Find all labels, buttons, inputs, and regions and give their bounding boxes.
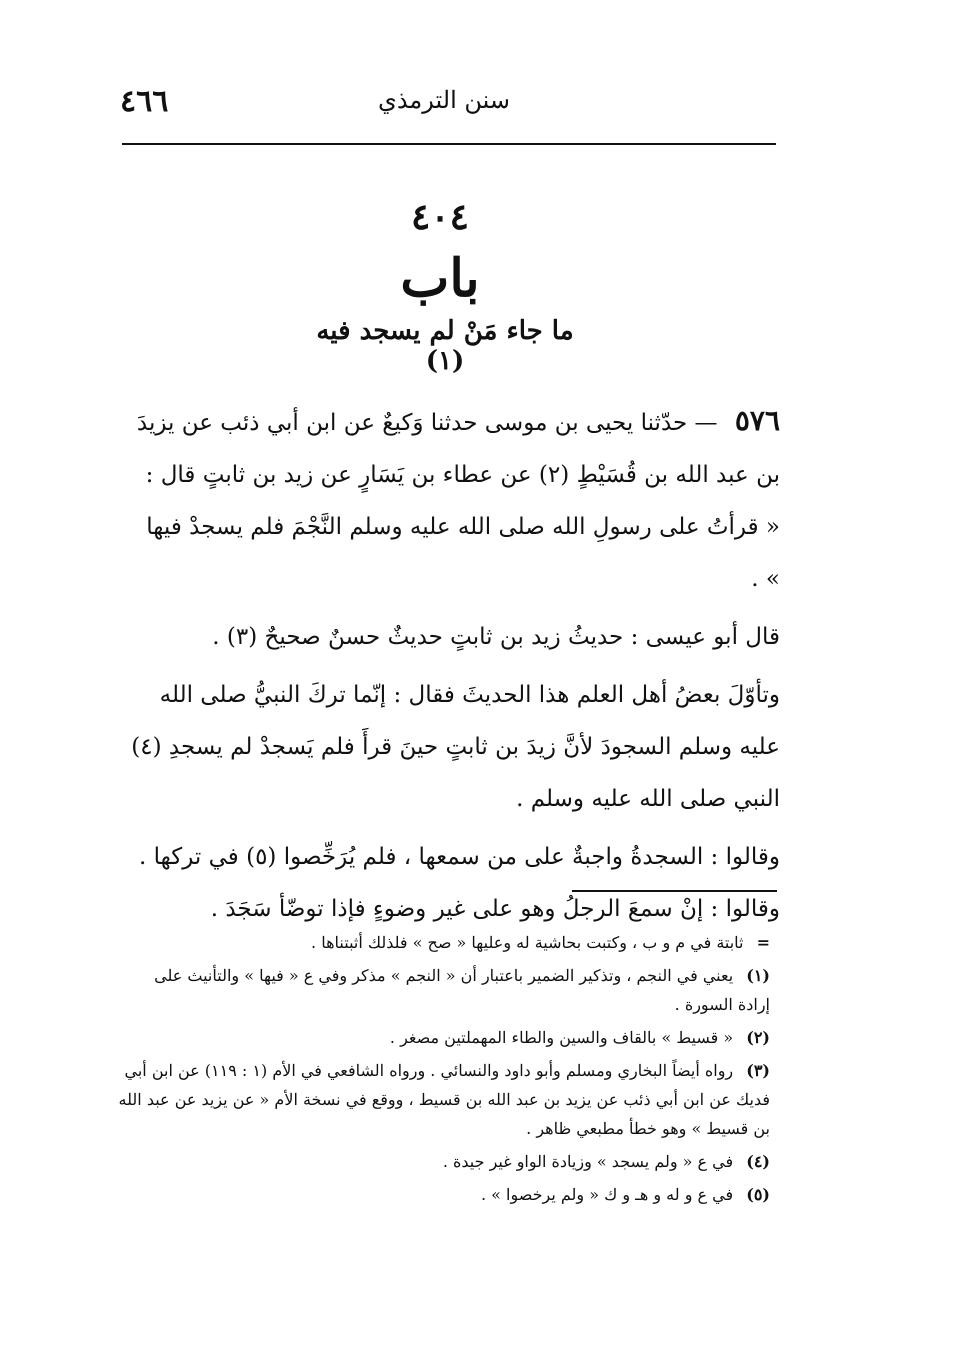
footnote-1 — [118, 961, 770, 1019]
footnote-4 — [118, 1147, 770, 1176]
footnote-5 — [118, 1180, 770, 1209]
hadith-paragraph — [125, 395, 780, 605]
footnote-continuation — [118, 928, 770, 957]
grading-paragraph: قال أبو عيسى : حديثُ زيد بن ثابتٍ حديثٌ حسنٌ صحيحٌ (٣) . — [212, 624, 780, 650]
footnote-text: « قسيط » بالقاف والسين والطاء المهملتين مصغر . — [389, 1028, 734, 1047]
main-text — [125, 395, 780, 935]
footnote-3 — [118, 1056, 770, 1143]
footnote-text: رواه أيضاً البخاري ومسلم وأبو داود والنسائي . ورواه الشافعي في الأم (١ : ١١٩) عن ابن أبي فديك عن ابن أبي ذئب عن يزيد بن عبد الله بن قسيط ، ووقع في نسخة الأم « عن يزيد عن عبد الله بن قسيط » وهو خطأ مطبعي ظاهر . — [118, 1061, 770, 1138]
hadith-number: ٥٧٦ — [734, 404, 780, 437]
footnote-number: (٤) — [746, 1152, 770, 1171]
chapter-heading: باب — [400, 248, 480, 309]
running-title: سنن الترمذي — [378, 86, 510, 114]
footnote-2 — [118, 1023, 770, 1052]
footnote-rule — [572, 890, 777, 892]
footnote-text: في ع « ولم يسجد » وزيادة الواو غير جيدة . — [442, 1152, 734, 1171]
footnote-text: يعني في النجم ، وتذكير الضمير باعتبار أن « النجم » مذكر وفي ع « فيها » والتأنيث على إرادة السورة . — [154, 966, 770, 1014]
chapter-number: ٤٠٤ — [410, 196, 469, 238]
header-rule — [122, 143, 776, 145]
page-number: ٤٦٦ — [120, 84, 169, 119]
footnote-number: (١) — [746, 966, 770, 985]
footnote-number: (٣) — [746, 1061, 770, 1080]
footnote-number: (٢) — [746, 1028, 770, 1047]
footnote-number: (٥) — [746, 1185, 770, 1204]
footnotes — [118, 928, 770, 1213]
obligation-paragraph: وقالوا : السجدةُ واجبةٌ على من سمعها ، فلم يُرَخِّصوا (٥) في تركها . — [139, 844, 780, 870]
interpretation-paragraph: وتأوّلَ بعضُ أهل العلم هذا الحديثَ فقال : إنّما تركَ النبيُّ صلى الله عليه وسلم السجودَ لأنَّ زيدَ بن ثابتٍ حينَ قرأَ فلم يَسجدْ لم يسجدِ (٤) النبي صلى الله عليه وسلم . — [131, 682, 780, 812]
footnote-text: في ع و له و هـ و ك « ولم يرخصوا » . — [480, 1185, 734, 1204]
hadith-body: — حدّثنا يحيى بن موسى حدثنا وَكيعٌ عن ابن أبي ذئب عن يزيدَ بن عبد الله بن قُسَيْطٍ (٢) عن عطاء بن يَسَارٍ عن زيد بن ثابتٍ قال : « قرأتُ على رسولِ الله صلى الله عليه وسلم النَّجْمَ فلم يسجدْ فيها » . — [136, 410, 780, 592]
footnote-marker: = — [756, 933, 770, 952]
chapter-subtitle: ما جاء مَنْ لم يسجد فيه (١) — [316, 316, 574, 376]
footnote-text: ثابتة في م و ب ، وكتبت بحاشية له وعليها « صح » فلذلك أثبتناها . — [311, 933, 744, 952]
ablution-paragraph: وقالوا : إنْ سمعَ الرجلُ وهو على غير وضوءٍ فإذا توضّأ سَجَدَ . — [210, 896, 780, 922]
